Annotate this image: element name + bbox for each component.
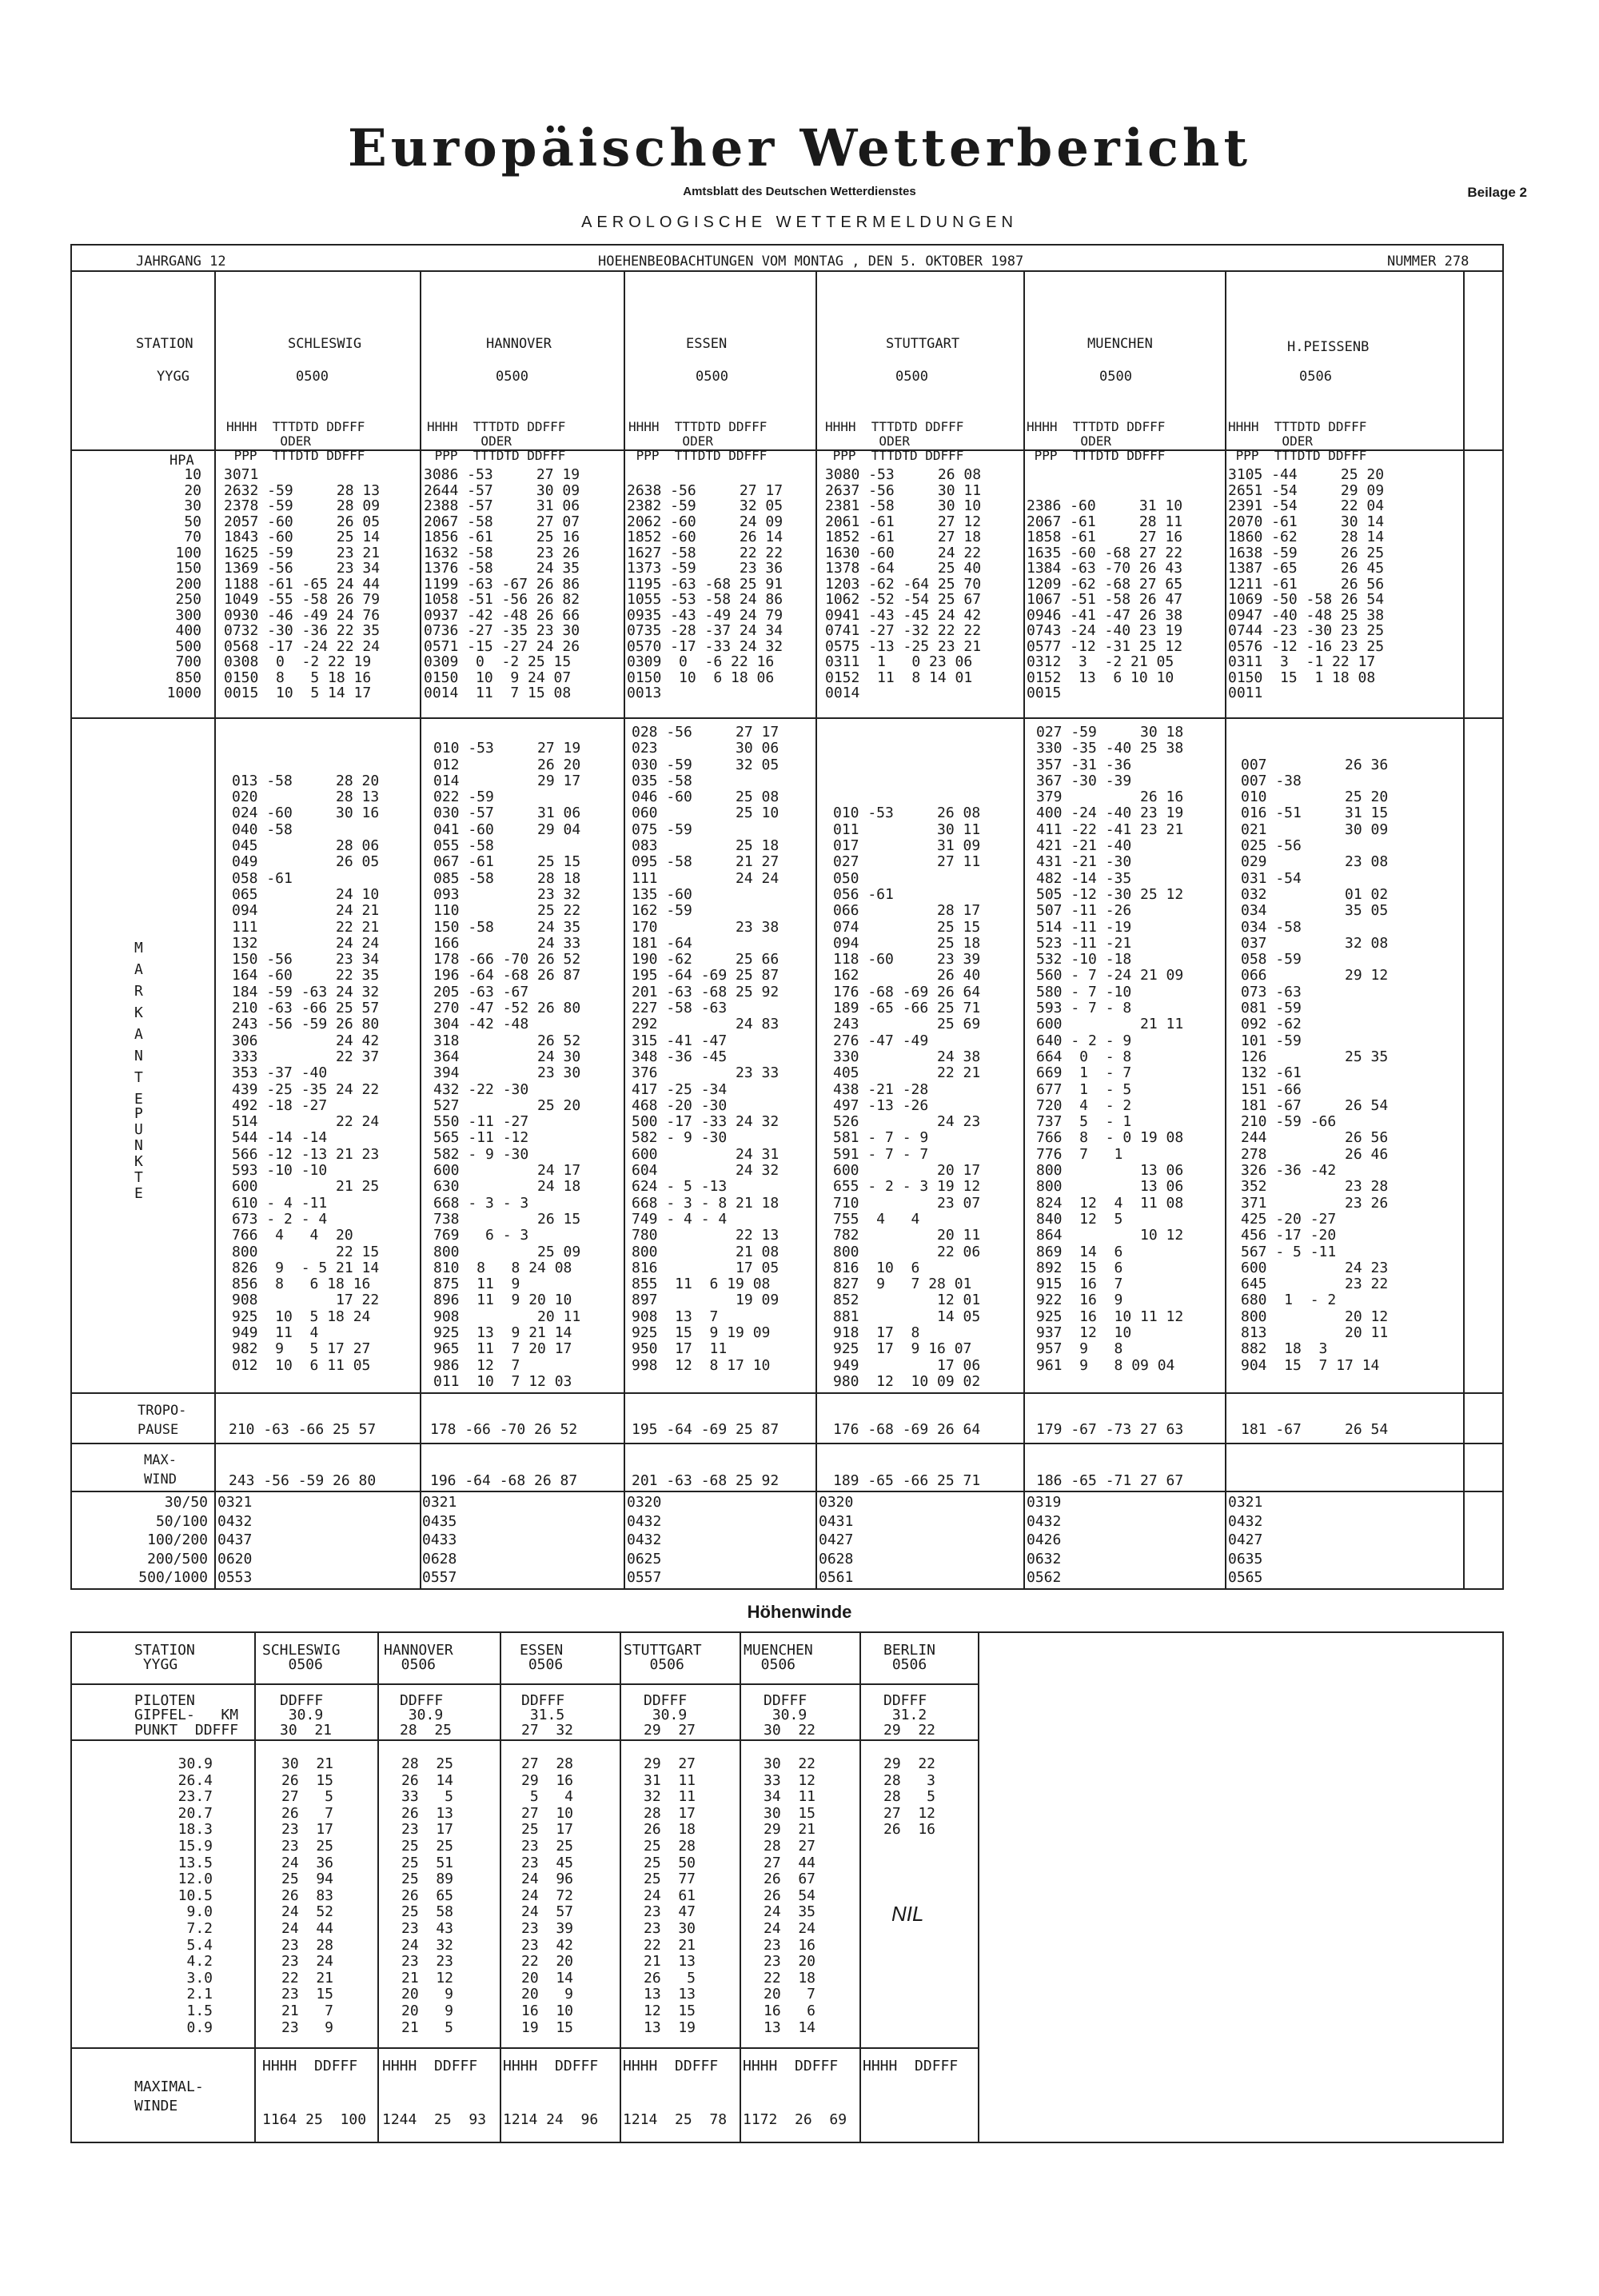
standard-levels-data: 3105 -44 25 20 2651 -54 29 09 2391 -54 22 04 2070 -61 30 14 1860 -62 28 14 1638 -59 26 25 1387 -65 26 45 1211 -61 26 56 1069 -50 -58 26 54 0947 -40 -48 25 38 0744 -23 -30 23 25 0576 -12 -16 23 25 0311 3 -1 22 17 0150 15 1 18 08 0011 [1228, 466, 1385, 701]
divider [815, 270, 817, 1590]
divider [620, 1631, 621, 2143]
tropopause-data: 178 -66 -70 26 52 [430, 1421, 578, 1438]
thickness-data: 0320 0431 0427 0628 0561 [819, 1494, 854, 1586]
hw-top-level: DDFFF 30.9 28 25 [400, 1692, 453, 1739]
hw-station-name: STUTTGART 0506 [624, 1642, 702, 1674]
maxwind-data: 186 -65 -71 27 67 [1036, 1472, 1184, 1489]
hw-station-name: MUENCHEN 0506 [744, 1642, 813, 1674]
maxwind-label: MAX- WIND [144, 1452, 177, 1487]
layer-labels: 30/50 50/100 100/200 200/500 500/1000 [138, 1494, 208, 1586]
divider [1023, 270, 1025, 1590]
issue-number: NUMMER 278 [1387, 254, 1469, 270]
divider [70, 1683, 978, 1685]
divider [420, 270, 421, 1590]
divider [624, 270, 625, 1590]
hw-max-header: HHHH DDFFF [382, 2058, 478, 2074]
station-name: SCHLESWIG [288, 336, 362, 352]
tropopause-data: 176 -68 -69 26 64 [833, 1421, 981, 1438]
column-header: HHHH TTTDTD DDFFF ODER PPP TTTDTD DDFFF [825, 419, 964, 463]
tropopause-data: 179 -67 -73 27 63 [1036, 1421, 1184, 1438]
column-header: HHHH TTTDTD DDFFF ODER PPP TTTDTD DDFFF [628, 419, 768, 463]
significant-levels-data: 013 -58 28 20 020 28 13 024 -60 30 16 040 -58 045 28 06 049 26 05 058 -61 065 24 10 094 24 21 111 22 21 132 24 24 150 -56 23 34 164 -60 22 35 184 -59 -63 24 32 210 -63 -66 25 57 243 -56 -59 26 80 306 24 42 333 22 37 353 -37 -40 439 -25 -35 24 22 492 -18 -27 514 22 24 544 -14 -14 566 -12 -13 21 23 593 -10 -10 600 21 25 610 - 4 -11 673 - 2 - 4 766 4 4 20 800 22 15 826 9 - 5 21 14 856 8 6 18 16 908 17 22 925 10 5 18 24 949 11 4 982 9 5 17 27 012 10 6 11 05 [232, 772, 380, 1374]
hw-maximal-label: MAXIMAL- WINDE [134, 2078, 204, 2114]
hw-station-name: BERLIN 0506 [883, 1642, 936, 1674]
significant-levels-data: 010 -53 27 19 012 26 20 014 29 17 022 -59 030 -57 31 06 041 -60 29 04 055 -58 067 -61 25 15 085 -58 28 18 093 23 32 110 25 22 150 -58 24 35 166 24 33 178 -66 -70 26 52 196 -64 -68 26 87 205 -63 -67 270 -47 -52 26 80 304 -42 -48 318 26 52 364 24 30 394 23 30 432 -22 -30 527 25 20 550 -11 -27 565 -11 -12 582 - 9 -30 600 24 17 630 24 18 668 - 3 - 3 738 26 15 769 6 - 3 800 25 09 810 8 8 24 08 875 11 9 896 11 9 20 10 908 20 11 925 13 9 21 14 965 11 7 20 17 986 12 7 011 10 7 12 03 [433, 740, 581, 1390]
hw-max-header: HHHH DDFFF [863, 2058, 959, 2074]
observation-date: HOEHENBEOBACHTUNGEN VOM MONTAG , DEN 5. OKTOBER 1987 [598, 254, 1024, 270]
hw-wind-values: 30 21 26 15 27 5 26 7 23 17 23 25 24 36 25 94 26 83 24 52 24 44 23 28 23 24 22 21 23 15 21 7 23 9 [281, 1755, 334, 2036]
station-name: STUTTGART [886, 336, 960, 352]
station-yygg: 0500 [496, 369, 528, 385]
hw-top-level: DDFFF 30.9 29 27 [644, 1692, 696, 1739]
hw-wind-values: 29 27 31 11 32 11 28 17 26 18 25 28 25 50 25 77 24 61 23 47 23 30 22 21 21 13 26 5 13 13 12 15 13 19 [644, 1755, 696, 2036]
divider [70, 1443, 1504, 1444]
jahrgang: JAHRGANG 12 [136, 254, 226, 270]
hw-max-header: HHHH DDFFF [623, 2058, 719, 2074]
hw-piloten-label: PILOTEN GIPFEL- KM PUNKT DDFFF [134, 1692, 239, 1739]
column-header: HHHH TTTDTD DDFFF ODER PPP TTTDTD DDFFF [427, 419, 566, 463]
nil-handwritten: NIL [891, 1902, 924, 1926]
station-yygg: 0500 [696, 369, 728, 385]
hw-station-name: SCHLESWIG 0506 [262, 1642, 341, 1674]
yygg-label: YYGG [157, 369, 189, 385]
thickness-data: 0319 0432 0426 0632 0562 [1027, 1494, 1062, 1586]
hw-station-label: STATION YYGG [134, 1642, 195, 1674]
divider [214, 270, 216, 1590]
hw-wind-values: 28 25 26 14 33 5 26 13 23 17 25 25 25 51 25 89 26 65 25 58 23 43 24 32 23 23 21 12 20 9 20 9 21 5 [401, 1755, 454, 2036]
tropopause-data: 181 -67 26 54 [1241, 1421, 1389, 1438]
column-header: HHHH TTTDTD DDFFF ODER PPP TTTDTD DDFFF [1027, 419, 1166, 463]
station-name: H.PEISSENB [1287, 339, 1370, 355]
hw-station-name: ESSEN 0506 [520, 1642, 564, 1674]
station-yygg: 0506 [1299, 369, 1332, 385]
hw-max-value: 1244 25 93 [382, 2111, 487, 2128]
significant-levels-data: 028 -56 27 17 023 30 06 030 -59 32 05 035 -58 046 -60 25 08 060 25 10 075 -59 083 25 18 095 -58 21 27 111 24 24 135 -60 162 -59 170 23 38 181 -64 190 -62 25 66 195 -64 -69 25 87 201 -63 -68 25 92 227 -58 -63 292 24 83 315 -41 -47 348 -36 -45 376 23 33 417 -25 -34 468 -20 -30 500 -17 -33 24 32 582 - 9 -30 600 24 31 604 24 32 624 - 5 -13 668 - 3 - 8 21 18 749 - 4 - 4 780 22 13 800 21 08 816 17 05 855 11 6 19 08 897 19 09 908 13 7 925 15 9 19 09 950 17 11 998 12 8 17 10 [632, 724, 780, 1374]
hpa-label: HPA [169, 453, 194, 469]
hw-top-level: DDFFF 31.2 29 22 [883, 1692, 936, 1739]
hw-top-level: DDFFF 30.9 30 21 [280, 1692, 333, 1739]
divider [1463, 270, 1465, 1590]
standard-levels-data: 3086 -53 27 19 2644 -57 30 09 2388 -57 31 06 2067 -58 27 07 1856 -61 25 16 1632 -58 23 26 1376 -58 24 35 1199 -63 -67 26 86 1058 -51 -56 26 82 0937 -42 -48 26 66 0736 -27 -35 23 30 0571 -15 -27 24 26 0309 0 -2 25 15 0150 10 9 24 07 0014 11 7 15 08 [424, 466, 580, 701]
divider [500, 1631, 501, 2143]
divider [740, 1631, 741, 2143]
hw-max-value: 1172 26 69 [743, 2111, 847, 2128]
station-label: STATION [136, 336, 193, 352]
column-header: HHHH TTTDTD DDFFF ODER PPP TTTDTD DDFFF [1228, 419, 1367, 463]
hw-max-value: 1164 25 100 [262, 2111, 367, 2128]
standard-levels-data: 3071 2632 -59 28 13 2378 -59 28 09 2057 -60 26 05 1843 -60 25 14 1625 -59 23 21 1369 -56 23 34 1188 -61 -65 24 44 1049 -55 -58 26 79 0930 -46 -49 24 76 0732 -30 -36 22 35 0568 -17 -24 22 24 0308 0 -2 22 19 0150 8 5 18 16 0015 10 5 14 17 [224, 466, 381, 701]
hw-km-levels: 30.9 26.4 23.7 20.7 18.3 15.9 13.5 12.0 10.5 9.0 7.2 5.4 4.2 3.0 2.1 1.5 0.9 [177, 1755, 213, 2036]
divider [70, 1739, 978, 1741]
hw-wind-values: 29 22 28 3 28 5 27 12 26 16 [883, 1755, 936, 1839]
station-name: ESSEN [686, 336, 728, 352]
tropopause-label: TROPO- PAUSE [138, 1403, 187, 1438]
thickness-data: 0321 0432 0427 0635 0565 [1228, 1494, 1263, 1586]
significant-levels-data: 027 -59 30 18 330 -35 -40 25 38 357 -31 -36 367 -30 -39 379 26 16 400 -24 -40 23 19 411 -22 -41 23 21 421 -21 -40 431 -21 -30 482 -14 -35 505 -12 -30 25 12 507 -11 -26 514 -11 -19 523 -11 -21 532 -10 -18 560 - 7 -24 21 09 580 - 7 -10 593 - 7 - 8 600 21 11 640 - 2 - 9 664 0 - 8 669 1 - 7 677 1 - 5 720 4 - 2 737 5 - 1 766 8 - 0 19 08 776 7 1 800 13 06 800 13 06 824 12 4 11 08 840 12 5 864 10 12 869 14 6 892 15 6 915 16 7 922 16 9 925 16 10 11 12 937 12 10 957 9 8 961 9 8 09 04 [1036, 724, 1184, 1374]
significant-levels-data: 010 -53 26 08 011 30 11 017 31 09 027 27 11 050 056 -61 066 28 17 074 25 15 094 25 18 118 -60 23 39 162 26 40 176 -68 -69 26 64 189 -65 -66 25 71 243 25 69 276 -47 -49 330 24 38 405 22 21 438 -21 -28 497 -13 -26 526 24 23 581 - 7 - 9 591 - 7 - 7 600 20 17 655 - 2 - 3 19 12 710 23 07 755 4 4 782 20 11 800 22 06 816 10 6 827 9 7 28 01 852 12 01 881 14 05 918 17 8 925 17 9 16 07 949 17 06 980 12 10 09 02 [833, 805, 981, 1390]
hw-top-level: DDFFF 30.9 30 22 [764, 1692, 816, 1739]
standard-levels-data: 2386 -60 31 10 2067 -61 28 11 1858 -61 27 16 1635 -60 -68 27 22 1384 -63 -70 26 43 1209 -62 -68 27 65 1067 -51 -58 26 47 0946 -41 -47 26 38 0743 -24 -40 23 19 0577 -12 -31 25 12 0312 3 -2 21 05 0152 13 6 10 10 0015 [1027, 497, 1183, 701]
station-name: HANNOVER [486, 336, 552, 352]
hw-max-header: HHHH DDFFF [262, 2058, 358, 2074]
maxwind-data: 196 -64 -68 26 87 [430, 1472, 578, 1489]
thickness-data: 0320 0432 0432 0625 0557 [627, 1494, 662, 1586]
divider [859, 1631, 861, 2143]
divider [70, 1392, 1504, 1394]
page-title: Europäischer Wetterbericht [348, 118, 1251, 178]
divider [1225, 270, 1226, 1590]
thickness-data: 0321 0432 0437 0620 0553 [217, 1494, 253, 1586]
punkte-label: P U N K T E [134, 1105, 143, 1202]
hw-max-value: 1214 24 96 [503, 2111, 599, 2128]
hw-wind-values: 27 28 29 16 5 4 27 10 25 17 23 25 23 45 24 96 24 72 24 57 23 39 23 42 22 20 20 14 20 9 16 10 19 15 [521, 1755, 574, 2036]
upper-winds-title: Höhenwinde [747, 1602, 852, 1622]
significant-levels-data: 007 26 36 007 -38 010 25 20 016 -51 31 15 021 30 09 025 -56 029 23 08 031 -54 032 01 02 034 35 05 034 -58 037 32 08 058 -59 066 29 12 073 -63 081 -59 092 -62 101 -59 126 25 35 132 -61 151 -66 181 -67 26 54 210 -59 -66 244 26 56 278 26 46 326 -36 -42 352 23 28 371 23 26 425 -20 -27 456 -17 -20 567 - 5 -11 600 24 23 645 23 22 680 1 - 2 800 20 12 813 20 11 882 18 3 904 15 7 17 14 [1241, 756, 1389, 1374]
hw-station-name: HANNOVER 0506 [384, 1642, 453, 1674]
markante-label: M A R K A N T E [134, 940, 143, 1108]
divider [70, 270, 1504, 272]
page-subtitle: AEROLOGISCHE WETTERMELDUNGEN [581, 214, 1018, 231]
maxwind-data: 189 -65 -66 25 71 [833, 1472, 981, 1489]
publisher-line: Amtsblatt des Deutschen Wetterdienstes [683, 185, 916, 198]
column-header: HHHH TTTDTD DDFFF ODER PPP TTTDTD DDFFF [226, 419, 365, 463]
divider [70, 1491, 1504, 1492]
station-yygg: 0500 [296, 369, 329, 385]
hw-max-header: HHHH DDFFF [503, 2058, 599, 2074]
thickness-data: 0321 0435 0433 0628 0557 [422, 1494, 457, 1586]
pressure-levels: 10 20 30 50 70 100 150 200 250 300 400 500 700 850 1000 [166, 466, 201, 701]
standard-levels-data: 3080 -53 26 08 2637 -56 30 11 2381 -58 30 10 2061 -61 27 12 1852 -61 27 18 1630 -60 24 22 1378 -64 25 40 1203 -62 -64 25 70 1062 -52 -54 25 67 0941 -43 -45 24 42 0741 -27 -32 22 22 0575 -13 -25 23 21 0311 1 0 23 06 0152 11 8 14 01 0014 [825, 466, 982, 701]
maxwind-data: 243 -56 -59 26 80 [229, 1472, 377, 1489]
standard-levels-data: 2638 -56 27 17 2382 -59 32 05 2062 -60 24 09 1852 -60 26 14 1627 -58 22 22 1373 -59 23 36 1195 -63 -68 25 91 1055 -53 -58 24 86 0935 -43 -49 24 79 0735 -28 -37 24 34 0570 -17 -33 24 32 0309 0 -6 22 16 0150 10 6 18 06 0013 [627, 481, 784, 701]
supplement-label: Beilage 2 [1467, 185, 1527, 200]
hw-wind-values: 30 22 33 12 34 11 30 15 29 21 28 27 27 44 26 67 26 54 24 35 24 24 23 16 23 20 22 18 20 7 16 6 13 14 [764, 1755, 816, 2036]
divider [254, 1631, 256, 2143]
tropopause-data: 195 -64 -69 25 87 [632, 1421, 780, 1438]
hw-max-header: HHHH DDFFF [743, 2058, 839, 2074]
tropopause-data: 210 -63 -66 25 57 [229, 1421, 377, 1438]
divider [70, 717, 1504, 719]
divider [377, 1631, 379, 2143]
station-name: MUENCHEN [1087, 336, 1153, 352]
station-yygg: 0500 [895, 369, 928, 385]
divider [70, 2047, 978, 2049]
divider [978, 1631, 979, 2143]
hw-max-value: 1214 25 78 [623, 2111, 728, 2128]
maxwind-data: 201 -63 -68 25 92 [632, 1472, 780, 1489]
hw-top-level: DDFFF 31.5 27 32 [521, 1692, 574, 1739]
station-yygg: 0500 [1099, 369, 1132, 385]
